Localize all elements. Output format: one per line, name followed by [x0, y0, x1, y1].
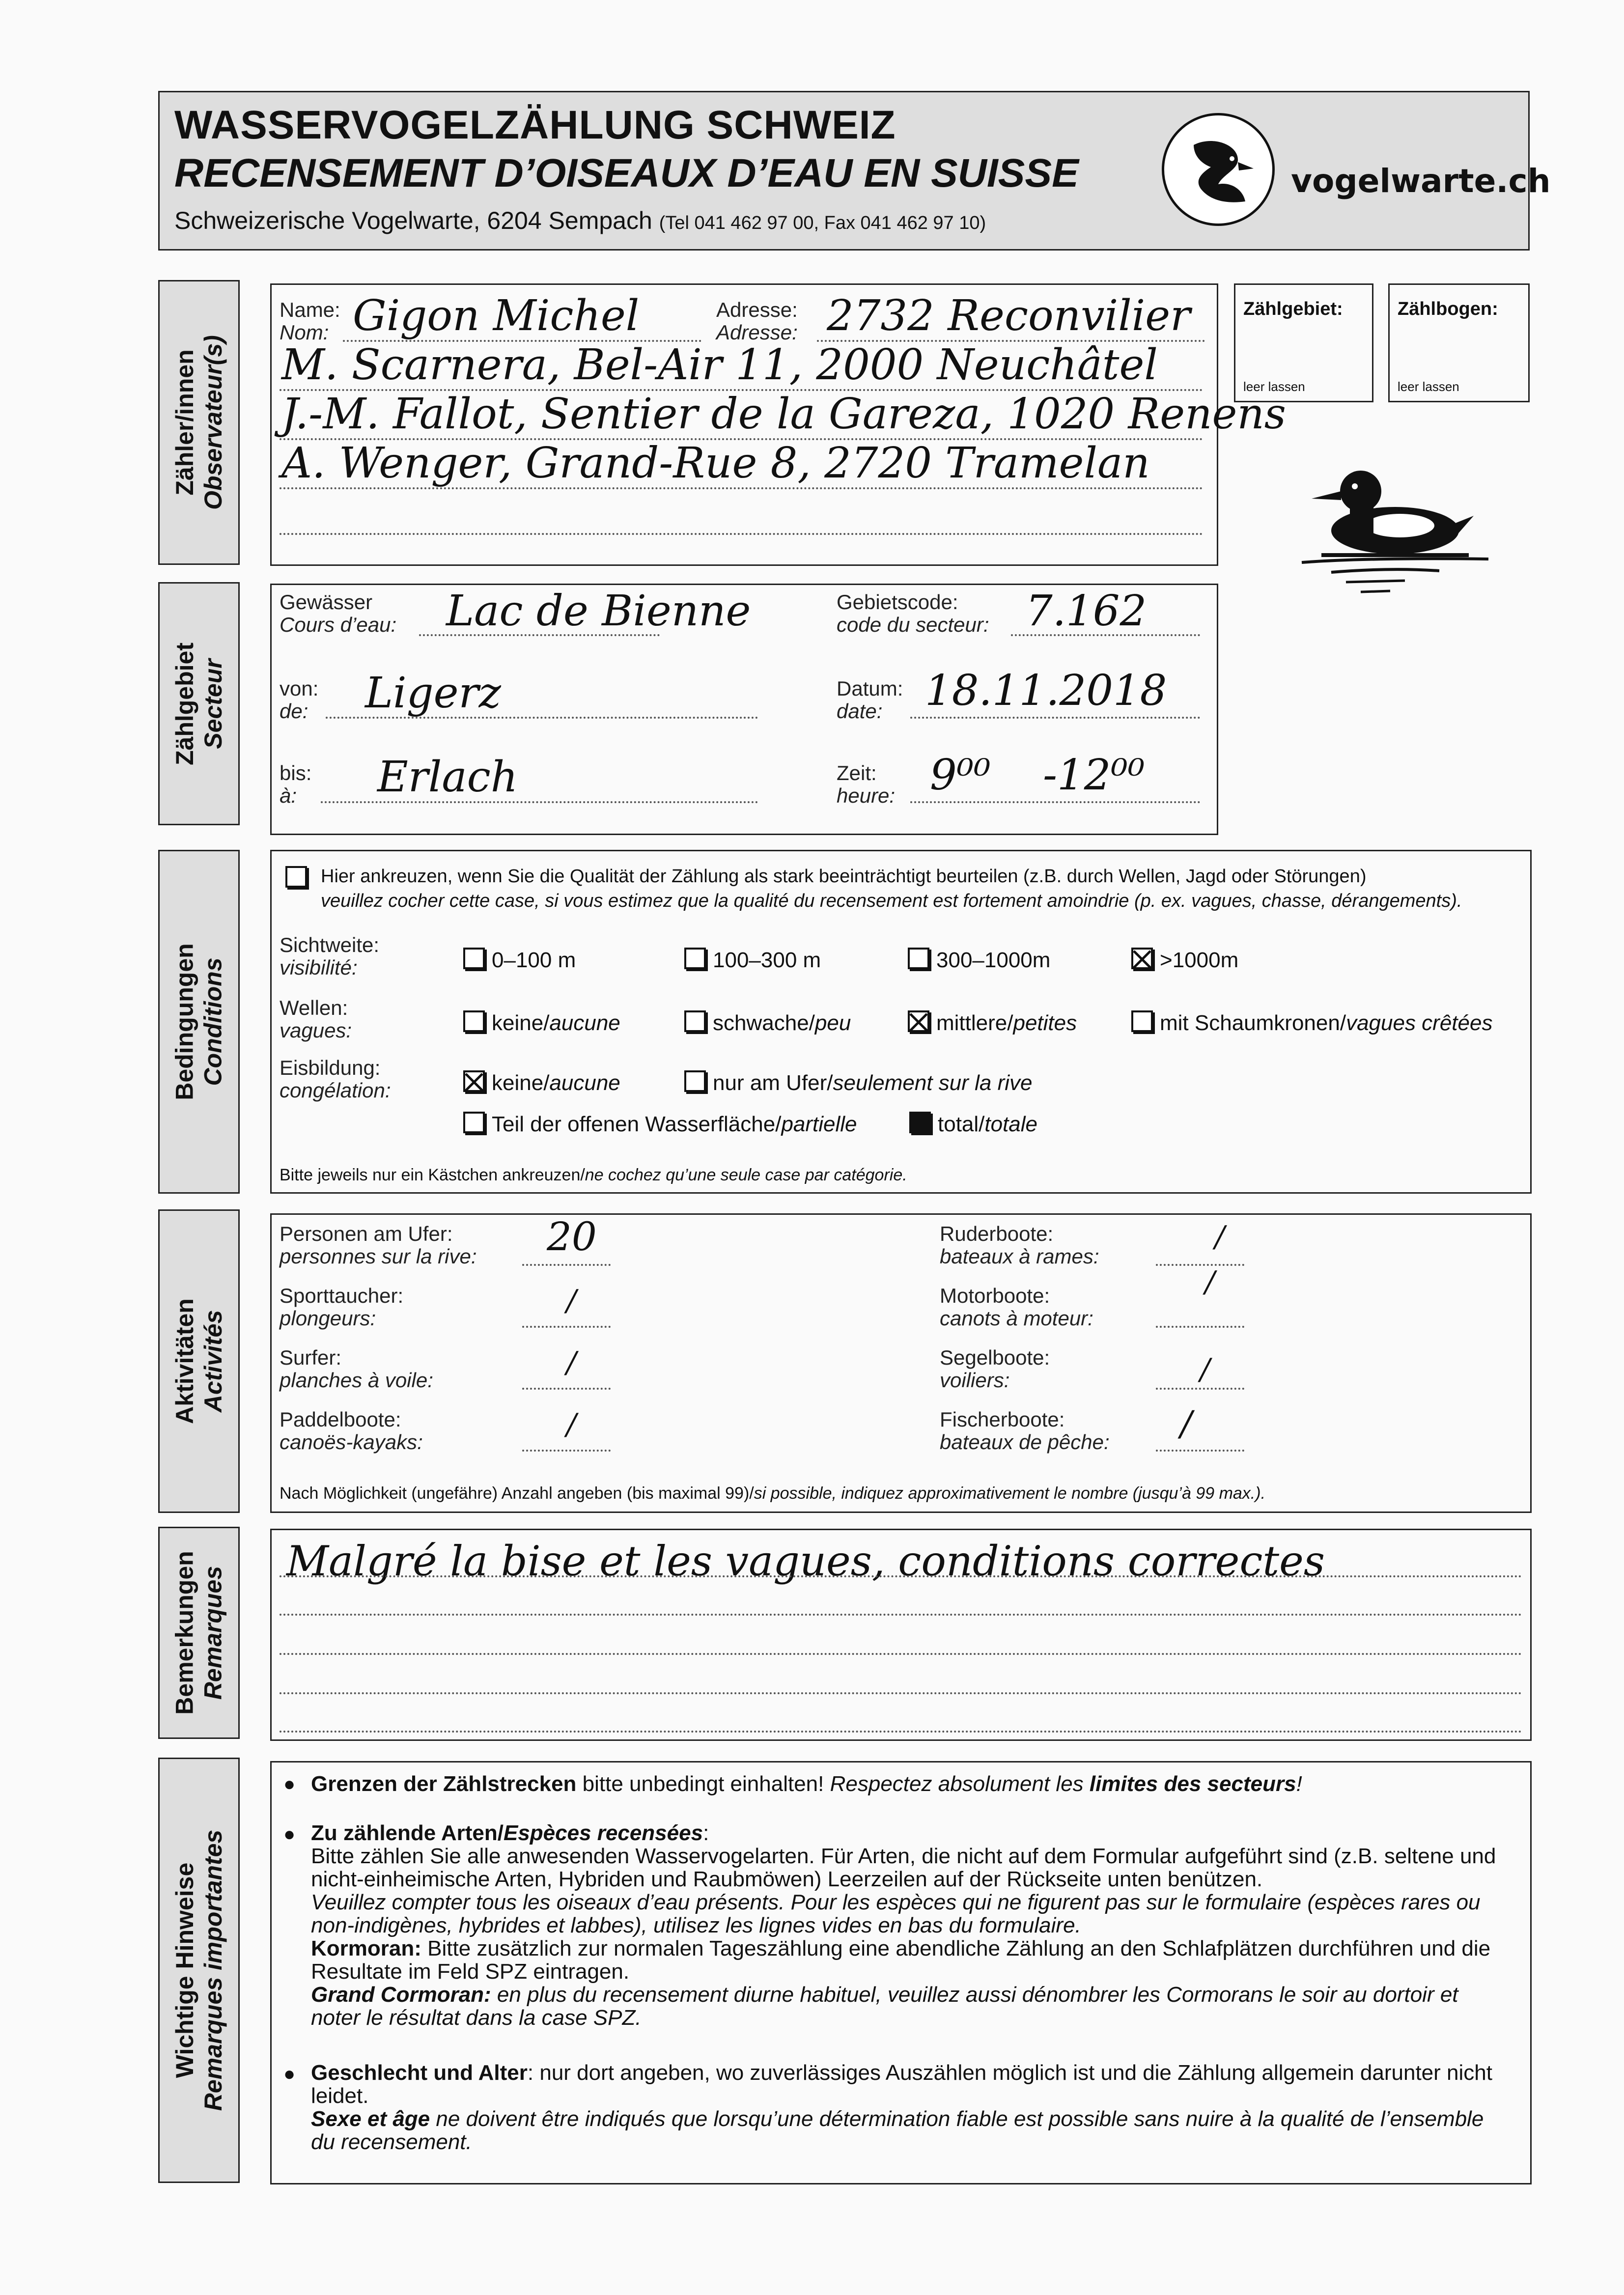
visibility-label-de: Sichtweite:: [280, 933, 380, 956]
rowboats-value: /: [1215, 1220, 1225, 1254]
logo-circle: [1162, 113, 1275, 226]
from-label-fr: de:: [280, 700, 308, 723]
waves-none-checkbox[interactable]: [463, 1010, 485, 1032]
fishing-boats-label: Fischerboote: bateaux de pêche:: [940, 1408, 1110, 1454]
title-de: WASSERVOGELZÄHLUNG SCHWEIZ: [174, 103, 896, 147]
water-label: [280, 591, 396, 636]
header-address-text: Schweizerische Vogelwarte, 6204 Sempach: [174, 207, 652, 234]
to-label: [280, 762, 311, 807]
sailboats-value: /: [1200, 1352, 1210, 1387]
paddle-label: Paddelboote: canoës-kayaks:: [280, 1408, 423, 1454]
fishing-boats-value: /: [1180, 1403, 1192, 1444]
hint-2: Zu zählende Arten/Espèces recensées: Bitte zählen Sie alle anwesenden Wasservogelarten. Für Arten, die nicht auf dem Formular aufgeführt sind (z.B. seltene und nicht-einheimische Arten, Hybriden und Raubmöwen) Leerzeilen auf der Rückseite unten benützen. Veuillez compter tous les oiseaux d’eau présents. Pour les espèces qui ne figurent pas sur le formulaire (espèces rares ou non-indigènes, hybrides et labbes), utilisez les lignes vides en bas du formulaire. Kormoran: Bitte zusätzlich zur normalen Tageszählung eine abendliche Zählung an den Schlafplätzen durchführen und die Resultate im Feld SPZ eintragen. Grand Cormoran: en plus du recensement diurne habituel, veuillez aussi dénombrer les Cormorans le soir au dortoir et noter le résultat dans la case SPZ.: [311, 1821, 1496, 2030]
activities-box: [270, 1213, 1532, 1513]
observer-line-2: M. Scarnera, Bel-Air 11, 2000 Neuchâtel: [281, 340, 1158, 390]
activities-footnote: Nach Möglichkeit (ungefähre) Anzahl angeben (bis maximal 99)/si possible, indiquez approximativement le nombre (jusqu’à 99 max.).: [280, 1484, 1266, 1503]
water-label-de: Gewässer: [280, 590, 373, 614]
duck-illustration-icon: [1292, 457, 1498, 604]
section-conditions-fr: Conditions: [199, 957, 227, 1086]
section-sector: [158, 582, 240, 825]
code-label-de: Gebietscode:: [837, 590, 958, 614]
section-hints: [158, 1758, 240, 2183]
zaehlgebiet-box: [1234, 283, 1373, 402]
header-contact: (Tel 041 462 97 00, Fax 041 462 97 10): [659, 213, 986, 233]
surfers-value: /: [566, 1345, 577, 1380]
ice-partial-label: Teil der offenen Wasserfläche/partielle: [492, 1112, 857, 1136]
ice-shore-label: nur am Ufer/seulement sur la rive: [713, 1071, 1033, 1095]
visibility-0-100-label: 0–100 m: [492, 948, 576, 972]
date-label-fr: date:: [837, 700, 883, 723]
motorboats-value: /: [1205, 1265, 1215, 1299]
hint-3: Geschlecht und Alter: nur dort angeben, wo zuverlässiges Auszählen möglich ist und die Zählung allgemein darunter nicht leidet. Sexe et âge ne doivent être indiqués que lorsqu’une détermination fiable est possible sans nuire à la qualité de l’ensemble du recensement.: [311, 2061, 1492, 2154]
section-activities-de: Aktivitäten: [171, 1298, 198, 1424]
ice-none-label: keine/aucune: [492, 1071, 620, 1095]
divers-value: /: [566, 1284, 577, 1318]
observer-line-3: J.-M. Fallot, Sentier de la Gareza, 1020 Renens: [281, 390, 1286, 439]
visibility-300-1000-label: 300–1000m: [936, 948, 1051, 972]
section-observers-fr: Observateur(s): [199, 335, 227, 510]
waves-whitecaps-label: mit Schaumkronen/vagues crêtées: [1160, 1011, 1493, 1035]
address-label-fr: Adresse:: [716, 321, 798, 344]
visibility-label: [280, 934, 379, 979]
section-remarks-de: Bemerkungen: [171, 1551, 198, 1715]
quality-fr: veuillez cocher cette case, si vous estimez que la qualité du recensement est fortement amoindrie (p. ex. vagues, chasse, dérangements).: [321, 891, 1462, 911]
paddle-value: /: [566, 1407, 577, 1442]
section-activities-fr: Activités: [199, 1310, 227, 1413]
conditions-box: [270, 850, 1532, 1194]
waves-medium-checkbox[interactable]: [908, 1010, 929, 1032]
ice-label-fr: congélation:: [280, 1079, 391, 1102]
bird-logo-icon: [1164, 115, 1272, 224]
visibility-100-300-checkbox[interactable]: [684, 948, 706, 969]
section-observers-de: Zähler/innen: [171, 349, 199, 496]
ice-total-label: total/totale: [938, 1112, 1038, 1136]
waves-weak-checkbox[interactable]: [684, 1010, 706, 1032]
date-label: [837, 677, 903, 723]
header-address: [174, 206, 986, 235]
section-conditions-de: Bedingungen: [171, 943, 199, 1100]
surfers-label: Surfer: planches à voile:: [280, 1346, 433, 1392]
section-remarks-fr: Remarques: [199, 1566, 227, 1700]
visibility-100-300-label: 100–300 m: [713, 948, 821, 972]
hints-box: [270, 1761, 1532, 2184]
time-from: 9⁰⁰: [930, 751, 991, 800]
to-label-de: bis:: [280, 761, 312, 784]
title-fr: RECENSEMENT D’OISEAUX D’EAU EN SUISSE: [174, 151, 1079, 196]
from-label: [280, 677, 318, 723]
quality-de: Hier ankreuzen, wenn Sie die Qualität der Zählung als stark beeinträchtigt beurteilen (z.B. durch Wellen, Jagd oder Störungen): [321, 866, 1367, 887]
name-label: [280, 299, 340, 344]
quality-impaired-checkbox[interactable]: [285, 866, 307, 888]
zaehlgebiet-label: Zählgebiet:: [1243, 299, 1343, 319]
logo-text: vogelwarte.ch: [1291, 162, 1551, 200]
waves-medium-label: mittlere/petites: [936, 1011, 1077, 1035]
ice-label: [280, 1057, 391, 1102]
visibility-over-1000-label: >1000m: [1160, 948, 1239, 972]
visibility-0-100-checkbox[interactable]: [463, 948, 485, 969]
water-value: Lac de Bienne: [446, 587, 751, 636]
address-label: [716, 299, 798, 344]
time-label-de: Zeit:: [837, 761, 877, 784]
time-to: -12⁰⁰: [1043, 751, 1145, 800]
code-label-fr: code du secteur:: [837, 613, 989, 636]
code-value: 7.162: [1026, 587, 1147, 636]
time-label-fr: heure:: [837, 784, 896, 807]
ice-total-checkbox[interactable]: [909, 1112, 931, 1133]
section-hints-de: Wichtige Hinweise: [171, 1862, 199, 2078]
date-label-de: Datum:: [837, 677, 903, 700]
remarks-box: [270, 1529, 1532, 1741]
observer-name: Gigon Michel: [353, 291, 640, 340]
people-shore-label: Personen am Ufer: personnes sur la rive:: [280, 1222, 477, 1268]
ice-label-de: Eisbildung:: [280, 1056, 381, 1079]
motorboats-label: Motorboote: canots à moteur:: [940, 1284, 1093, 1330]
hint-bullet-3: ●: [283, 2063, 296, 2085]
section-activities: [158, 1209, 240, 1513]
header-box: [158, 91, 1551, 251]
hint-1: Grenzen der Zählstrecken bitte unbedingt einhalten! Respectez absolument les limites des secteurs!: [311, 1772, 1302, 1796]
code-label: [837, 591, 989, 636]
conditions-footnote: Bitte jeweils nur ein Kästchen ankreuzen/ne cochez qu’une seule case par catégorie.: [280, 1166, 907, 1184]
zaehlbogen-box: [1388, 283, 1530, 402]
waves-label-fr: vagues:: [280, 1019, 352, 1042]
ice-partial-checkbox[interactable]: [463, 1112, 485, 1133]
ice-shore-checkbox[interactable]: [684, 1070, 706, 1092]
visibility-over-1000-checkbox[interactable]: [1131, 948, 1153, 969]
section-sector-fr: Secteur: [199, 658, 227, 749]
waves-none-label: keine/aucune: [492, 1011, 620, 1035]
sailboats-label: Segelboote: voiliers:: [940, 1346, 1050, 1392]
people-shore-value: 20: [547, 1214, 597, 1259]
waves-weak-label: schwache/peu: [713, 1011, 851, 1035]
section-observers: [158, 280, 240, 565]
ice-none-checkbox[interactable]: [463, 1070, 485, 1092]
rowboats-label: Ruderboote: bateaux à rames:: [940, 1222, 1099, 1268]
divers-label: Sporttaucher: plongeurs:: [280, 1284, 404, 1330]
visibility-300-1000-checkbox[interactable]: [908, 948, 929, 969]
section-sector-de: Zählgebiet: [171, 642, 198, 765]
to-value: Erlach: [377, 753, 518, 802]
hint-bullet-2: ●: [283, 1823, 296, 1845]
to-label-fr: à:: [280, 784, 297, 807]
date-value: 18.11.2018: [925, 666, 1167, 715]
zaehlbogen-label: Zählbogen:: [1398, 299, 1498, 319]
hint-bullet-1: ●: [283, 1773, 296, 1795]
water-label-fr: Cours d’eau:: [280, 613, 397, 636]
from-value: Ligerz: [365, 669, 501, 718]
waves-whitecaps-checkbox[interactable]: [1131, 1010, 1153, 1032]
name-label-de: Name:: [280, 298, 340, 321]
from-label-de: von:: [280, 677, 319, 700]
zaehlbogen-note: leer lassen: [1398, 379, 1459, 394]
remarks-text: Malgré la bise et les vagues, conditions correctes: [286, 1537, 1325, 1585]
section-remarks: [158, 1527, 240, 1739]
section-hints-fr: Remarques importantes: [199, 1829, 227, 2111]
address-label-de: Adresse:: [716, 298, 798, 321]
waves-label: [280, 997, 352, 1042]
observer-line-4: A. Wenger, Grand-Rue 8, 2720 Tramelan: [281, 439, 1150, 488]
time-label: [837, 762, 895, 807]
name-label-fr: Nom:: [280, 321, 329, 344]
zaehlgebiet-note: leer lassen: [1243, 379, 1305, 394]
sector-box: [270, 584, 1218, 835]
visibility-label-fr: visibilité:: [280, 956, 358, 979]
section-conditions: [158, 850, 240, 1194]
waves-label-de: Wellen:: [280, 996, 348, 1019]
observer-address: 2732 Reconvilier: [827, 291, 1191, 340]
